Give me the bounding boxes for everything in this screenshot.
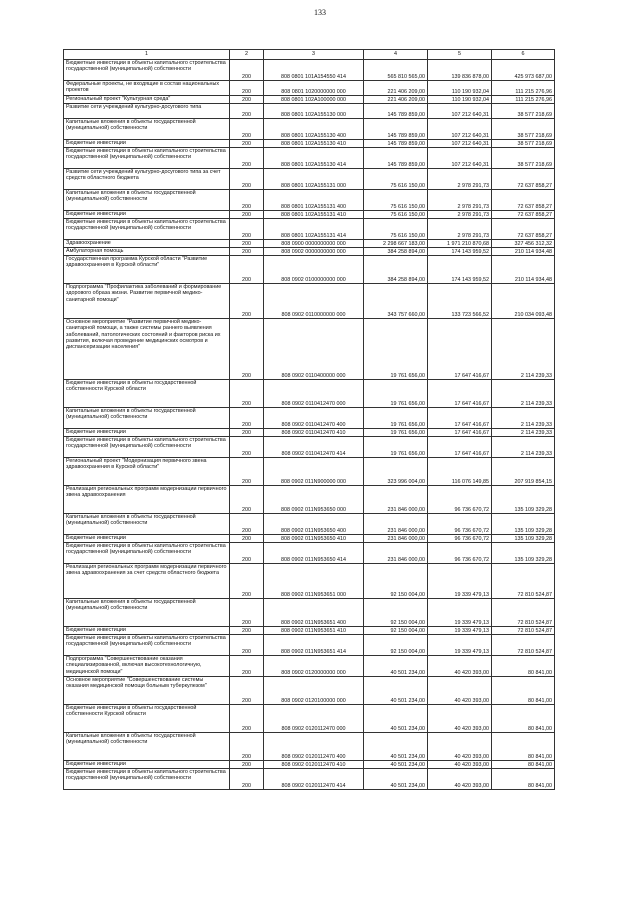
row-code: 808 0801 102А155130 000 [264,104,364,119]
table-row [64,458,555,486]
row-col2: 200 [230,248,264,256]
row-name: Развитие сети учреждений культурно-досугового типа за счет средств областного бюджета [64,169,230,190]
row-value-col6: 327 456 312,32 [492,240,555,248]
row-value-col6: 135 109 329,28 [492,486,555,514]
row-code: 808 0801 101А154550 414 [264,60,364,81]
row-value-col4: 221 406 209,00 [364,81,428,96]
row-col2: 200 [230,677,264,705]
row-code: 808 0902 011N900000 000 [264,458,364,486]
row-value-col4: 19 761 656,00 [364,380,428,408]
row-col2: 200 [230,769,264,790]
row-col2: 200 [230,408,264,429]
table-row [64,429,555,437]
row-value-col4: 19 761 656,00 [364,319,428,380]
table-row [64,190,555,211]
row-value-col6: 80 841,00 [492,769,555,790]
row-col2: 200 [230,319,264,380]
table-row [64,437,555,458]
row-name: Реализация региональных программ модернизации первичного звена здравоохранения за счет средств областного бюджета [64,564,230,599]
row-value-col6: 38 577 218,69 [492,140,555,148]
column-header: 3 [264,50,364,60]
page-number: 133 [314,8,326,17]
row-name: Капитальные вложения в объекты государственной (муниципальной) собственности [64,119,230,140]
row-col2: 200 [230,627,264,635]
row-value-col5: 17 647 416,67 [428,437,492,458]
row-code: 808 0801 102А155131 414 [264,219,364,240]
row-name: Капитальные вложения в объекты государственной (муниципальной) собственности [64,599,230,627]
row-name: Региональный проект "Модернизация первичного звена здравоохранения в Курской области" [64,458,230,486]
row-value-col5: 2 978 291,73 [428,190,492,211]
row-code: 808 0801 102А155130 400 [264,119,364,140]
row-col2: 200 [230,564,264,599]
row-name: Капитальные вложения в объекты государственной (муниципальной) собственности [64,514,230,535]
row-col2: 200 [230,96,264,104]
row-value-col4: 75 616 150,00 [364,190,428,211]
row-col2: 200 [230,148,264,169]
row-name: Основное мероприятие "Развитие первичной медико-санитарной помощи, а также системы раннего выявления заболеваний, патологических состояний и факторов риска их развития, включая проведение медицинских осмотров и диспансеризации населения" [64,319,230,380]
row-col2: 200 [230,169,264,190]
table-row [64,635,555,656]
row-value-col4: 145 789 859,00 [364,119,428,140]
row-col2: 200 [230,486,264,514]
row-value-col4: 231 846 000,00 [364,514,428,535]
row-name: Государственная программа Курской области "Развитие здравоохранения в Курской области" [64,256,230,284]
row-name: Бюджетные инвестиции [64,429,230,437]
row-name: Основное мероприятие "Совершенствование системы оказания медицинской помощи больным туберкулезом" [64,677,230,705]
row-name: Здравоохранение [64,240,230,248]
table-row [64,486,555,514]
column-header: 1 [64,50,230,60]
row-value-col4: 19 761 656,00 [364,408,428,429]
column-header: 5 [428,50,492,60]
row-value-col6: 80 841,00 [492,656,555,677]
row-code: 808 0902 011N953651 400 [264,599,364,627]
row-value-col5: 96 736 670,72 [428,543,492,564]
table-row [64,535,555,543]
row-name: Развитие сети учреждений культурно-досугового типа [64,104,230,119]
row-value-col4: 231 846 000,00 [364,535,428,543]
row-value-col6: 135 109 329,28 [492,535,555,543]
row-value-col5: 107 212 640,31 [428,140,492,148]
row-value-col5: 139 836 878,00 [428,60,492,81]
row-value-col4: 323 996 004,00 [364,458,428,486]
row-value-col5: 107 212 640,31 [428,104,492,119]
table-row [64,769,555,790]
row-code: 808 0902 0120112470 000 [264,705,364,733]
row-value-col5: 17 647 416,67 [428,408,492,429]
row-value-col6: 72 810 524,87 [492,627,555,635]
row-name: Бюджетные инвестиции в объекты капитального строительства государственной (муниципальной) собственности [64,219,230,240]
row-col2: 200 [230,119,264,140]
row-value-col6: 210 114 934,48 [492,248,555,256]
row-name: Бюджетные инвестиции в объекты капитального строительства государственной (муниципальной) собственности [64,635,230,656]
row-name: Капитальные вложения в объекты государственной (муниципальной) собственности [64,408,230,429]
row-value-col6: 2 114 239,33 [492,408,555,429]
row-name: Бюджетные инвестиции [64,535,230,543]
row-value-col4: 40 501 234,00 [364,705,428,733]
row-value-col4: 40 501 234,00 [364,733,428,761]
row-col2: 200 [230,284,264,319]
row-value-col4: 19 761 656,00 [364,429,428,437]
row-value-col5: 110 190 932,04 [428,81,492,96]
row-value-col4: 565 810 565,00 [364,60,428,81]
row-name: Региональный проект "Культурная среда" [64,96,230,104]
table-row [64,96,555,104]
column-header: 4 [364,50,428,60]
row-col2: 200 [230,543,264,564]
row-value-col5: 96 736 670,72 [428,486,492,514]
row-value-col5: 96 736 670,72 [428,535,492,543]
row-value-col4: 231 846 000,00 [364,486,428,514]
row-name: Бюджетные инвестиции в объекты государственной собственности Курской области [64,705,230,733]
row-name: Бюджетные инвестиции в объекты капитального строительства государственной (муниципальной) собственности [64,437,230,458]
row-col2: 200 [230,190,264,211]
row-code: 808 0902 0110412470 410 [264,429,364,437]
row-name: Бюджетные инвестиции [64,211,230,219]
table-row [64,284,555,319]
table-row [64,211,555,219]
row-col2: 200 [230,514,264,535]
row-value-col4: 145 789 859,00 [364,140,428,148]
row-code: 808 0902 011N953650 414 [264,543,364,564]
row-value-col4: 145 789 859,00 [364,104,428,119]
row-value-col6: 2 114 239,33 [492,437,555,458]
table-row [64,104,555,119]
row-col2: 200 [230,81,264,96]
table-row [64,761,555,769]
row-value-col4: 2 298 667 183,00 [364,240,428,248]
table-row [64,656,555,677]
row-col2: 200 [230,437,264,458]
table-row [64,256,555,284]
table-row [64,219,555,240]
row-value-col5: 174 143 959,52 [428,248,492,256]
row-name: Капитальные вложения в объекты государственной (муниципальной) собственности [64,733,230,761]
row-value-col6: 38 577 218,69 [492,119,555,140]
row-value-col6: 72 637 858,27 [492,211,555,219]
table-row [64,60,555,81]
row-value-col4: 75 616 150,00 [364,219,428,240]
row-name: Бюджетные инвестиции в объекты капитального строительства государственной (муниципальной) собственности [64,148,230,169]
row-value-col5: 19 339 479,13 [428,635,492,656]
row-col2: 200 [230,211,264,219]
table-row [64,119,555,140]
row-code: 808 0902 0000000000 000 [264,248,364,256]
row-value-col6: 72 637 858,27 [492,190,555,211]
row-value-col5: 2 978 291,73 [428,169,492,190]
row-name: Подпрограмма "Профилактика заболеваний и формирование здорового образа жизни. Развитие первичной медико-санитарной помощи" [64,284,230,319]
row-value-col4: 343 757 660,00 [364,284,428,319]
row-value-col6: 72 637 858,27 [492,169,555,190]
row-value-col5: 107 212 640,31 [428,148,492,169]
row-col2: 200 [230,458,264,486]
row-value-col5: 2 978 291,73 [428,219,492,240]
row-code: 808 0902 011N953651 414 [264,635,364,656]
row-code: 808 0902 0110412470 000 [264,380,364,408]
table-row [64,514,555,535]
row-name: Федеральные проекты, не входящие в состав национальных проектов [64,81,230,96]
row-value-col4: 92 150 004,00 [364,599,428,627]
row-value-col6: 38 577 218,69 [492,148,555,169]
row-value-col5: 2 978 291,73 [428,211,492,219]
row-code: 808 0902 0110400000 000 [264,319,364,380]
row-value-col6: 425 973 687,00 [492,60,555,81]
row-col2: 200 [230,240,264,248]
row-name: Капитальные вложения в объекты государственной (муниципальной) собственности [64,190,230,211]
row-col2: 200 [230,140,264,148]
row-code: 808 0902 011N953650 400 [264,514,364,535]
table-row [64,705,555,733]
table-row [64,240,555,248]
row-value-col6: 2 114 239,33 [492,319,555,380]
row-value-col6: 72 637 858,27 [492,219,555,240]
row-col2: 200 [230,733,264,761]
row-value-col5: 40 420 393,00 [428,656,492,677]
row-value-col5: 40 420 393,00 [428,761,492,769]
row-code: 808 0801 102А155130 414 [264,148,364,169]
table-row [64,733,555,761]
row-code: 808 0902 011N953650 000 [264,486,364,514]
row-code: 808 0902 011N953651 410 [264,627,364,635]
row-col2: 200 [230,256,264,284]
row-value-col5: 17 647 416,67 [428,429,492,437]
table-row [64,677,555,705]
row-value-col6: 207 919 854,15 [492,458,555,486]
row-value-col5: 110 190 932,04 [428,96,492,104]
row-value-col5: 174 143 959,52 [428,256,492,284]
row-value-col4: 92 150 004,00 [364,564,428,599]
row-code: 808 0902 0120112470 410 [264,761,364,769]
row-value-col4: 40 501 234,00 [364,677,428,705]
row-col2: 200 [230,429,264,437]
row-value-col4: 384 258 894,00 [364,248,428,256]
row-value-col4: 75 616 150,00 [364,211,428,219]
row-value-col4: 19 761 656,00 [364,437,428,458]
row-code: 808 0801 102А100000 000 [264,96,364,104]
row-value-col5: 40 420 393,00 [428,705,492,733]
row-value-col4: 384 258 894,00 [364,256,428,284]
row-code: 808 0801 102А155131 410 [264,211,364,219]
table-row [64,408,555,429]
table-row [64,140,555,148]
row-value-col6: 2 114 239,33 [492,380,555,408]
row-value-col6: 135 109 329,28 [492,543,555,564]
row-value-col6: 2 114 239,33 [492,429,555,437]
column-header: 2 [230,50,264,60]
column-header: 6 [492,50,555,60]
row-code: 808 0902 0120112470 414 [264,769,364,790]
row-value-col4: 221 406 209,00 [364,96,428,104]
row-value-col4: 75 616 150,00 [364,169,428,190]
row-col2: 200 [230,635,264,656]
row-col2: 200 [230,599,264,627]
row-code: 808 0801 1020000000 000 [264,81,364,96]
row-name: Бюджетные инвестиции [64,140,230,148]
row-value-col6: 72 810 524,87 [492,599,555,627]
row-value-col6: 72 810 524,87 [492,635,555,656]
row-col2: 200 [230,380,264,408]
row-col2: 200 [230,60,264,81]
table-row [64,543,555,564]
table-row [64,148,555,169]
row-value-col6: 111 215 276,96 [492,96,555,104]
row-value-col6: 38 577 218,69 [492,104,555,119]
row-name: Бюджетные инвестиции в объекты государственной собственности Курской области [64,380,230,408]
row-code: 808 0902 0110412470 414 [264,437,364,458]
row-value-col4: 40 501 234,00 [364,761,428,769]
table-header-row [64,50,555,60]
table-row [64,627,555,635]
row-value-col6: 210 034 093,48 [492,284,555,319]
row-code: 808 0900 0000000000 000 [264,240,364,248]
row-value-col4: 92 150 004,00 [364,627,428,635]
row-col2: 200 [230,656,264,677]
row-code: 808 0902 0120000000 000 [264,656,364,677]
row-name: Бюджетные инвестиции в объекты капитального строительства государственной (муниципальной) собственности [64,769,230,790]
row-name: Бюджетные инвестиции [64,761,230,769]
row-code: 808 0902 0110412470 400 [264,408,364,429]
row-col2: 200 [230,219,264,240]
row-value-col5: 40 420 393,00 [428,733,492,761]
row-name: Амбулаторная помощь [64,248,230,256]
table-row [64,564,555,599]
row-value-col5: 19 339 479,13 [428,564,492,599]
row-col2: 200 [230,761,264,769]
row-name: Бюджетные инвестиции в объекты капитального строительства государственной (муниципальной) собственности [64,543,230,564]
row-value-col5: 96 736 670,72 [428,514,492,535]
row-value-col4: 92 150 004,00 [364,635,428,656]
budget-table [63,49,555,790]
row-value-col6: 210 114 934,48 [492,256,555,284]
row-value-col6: 111 215 276,96 [492,81,555,96]
row-code: 808 0902 011N953651 000 [264,564,364,599]
row-value-col4: 40 501 234,00 [364,769,428,790]
table-row [64,169,555,190]
row-name: Бюджетные инвестиции [64,627,230,635]
row-col2: 200 [230,104,264,119]
table-body [64,60,555,790]
row-value-col6: 135 109 329,28 [492,514,555,535]
row-value-col5: 19 339 479,13 [428,627,492,635]
row-value-col6: 80 841,00 [492,761,555,769]
row-value-col5: 19 339 479,13 [428,599,492,627]
row-value-col5: 40 420 393,00 [428,677,492,705]
row-code: 808 0902 0100000000 000 [264,256,364,284]
row-value-col5: 107 212 640,31 [428,119,492,140]
row-code: 808 0902 011N953650 410 [264,535,364,543]
row-value-col6: 80 841,00 [492,677,555,705]
row-value-col5: 17 647 416,67 [428,380,492,408]
row-value-col5: 40 420 393,00 [428,769,492,790]
table-row [64,319,555,380]
table-row [64,81,555,96]
row-value-col5: 1 971 210 870,68 [428,240,492,248]
row-value-col4: 145 789 859,00 [364,148,428,169]
row-value-col5: 133 723 566,52 [428,284,492,319]
row-name: Бюджетные инвестиции в объекты капитального строительства государственной (муниципальной) собственности [64,60,230,81]
row-col2: 200 [230,535,264,543]
table-row [64,599,555,627]
table-row [64,248,555,256]
row-value-col5: 116 076 149,85 [428,458,492,486]
row-value-col6: 80 841,00 [492,733,555,761]
row-value-col5: 17 647 416,67 [428,319,492,380]
row-value-col4: 40 501 234,00 [364,656,428,677]
row-col2: 200 [230,705,264,733]
row-code: 808 0902 0120112470 400 [264,733,364,761]
row-code: 808 0801 102А155130 410 [264,140,364,148]
table-row [64,380,555,408]
row-code: 808 0801 102А155131 000 [264,169,364,190]
row-name: Подпрограмма "Совершенствование оказания специализированной, включая высокотехнологичную, медицинской помощи" [64,656,230,677]
row-value-col6: 72 810 524,87 [492,564,555,599]
row-name: Реализация региональных программ модернизации первичного звена здравоохранения [64,486,230,514]
row-value-col6: 80 841,00 [492,705,555,733]
row-code: 808 0801 102А155131 400 [264,190,364,211]
row-value-col4: 231 846 000,00 [364,543,428,564]
row-code: 808 0902 0120100000 000 [264,677,364,705]
row-code: 808 0902 0110000000 000 [264,284,364,319]
